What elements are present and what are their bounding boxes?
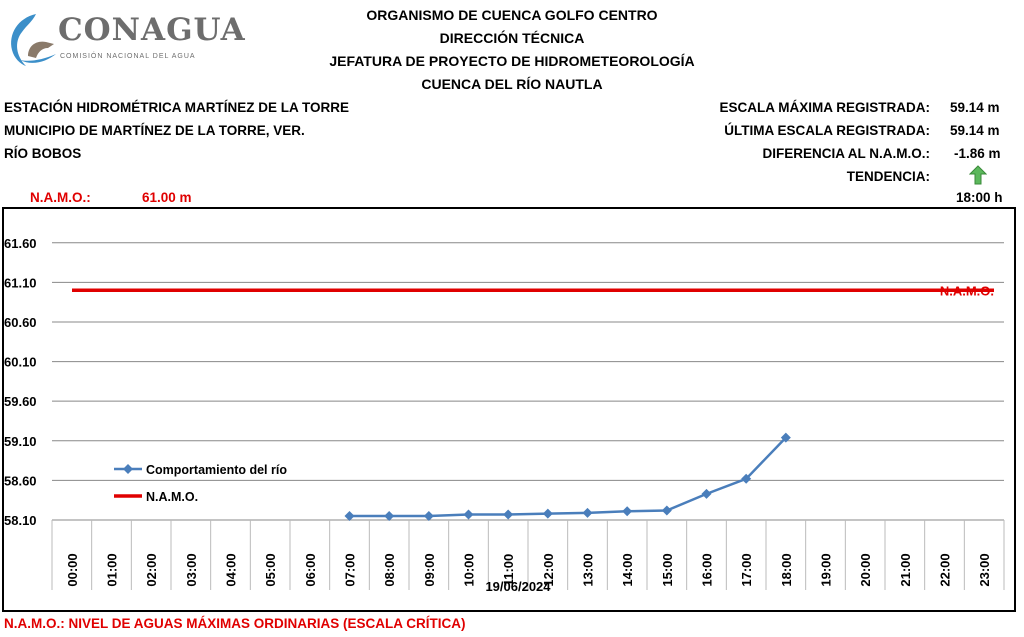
- legend-namo-label: N.A.M.O.: [146, 490, 199, 504]
- x-tick-label: 13:00: [580, 553, 596, 587]
- max-scale-label: ESCALA MÁXIMA REGISTRADA:: [719, 100, 930, 115]
- y-tick-label: 60.10: [4, 354, 37, 370]
- header-line-3: JEFATURA DE PROYECTO DE HIDROMETEOROLOGÍA: [329, 53, 695, 69]
- x-tick-label: 03:00: [183, 553, 199, 587]
- chart-frame: [2, 207, 1016, 612]
- x-tick-label: 23:00: [977, 553, 993, 587]
- x-tick-label: 05:00: [263, 553, 279, 587]
- header-line-2: DIRECCIÓN TÉCNICA: [439, 30, 585, 46]
- river-data-point: [622, 506, 632, 516]
- river-data-point: [543, 509, 553, 519]
- legend-river-label: Comportamiento del río: [146, 463, 287, 477]
- y-tick-label: 58.60: [4, 473, 37, 489]
- max-scale-value: 59.14 m: [950, 100, 1000, 115]
- namo-label: N.A.M.O.:: [30, 190, 91, 205]
- namo-diff-value: -1.86 m: [954, 146, 1001, 161]
- y-tick-label: 60.60: [4, 314, 37, 330]
- header-line-4: CUENCA DEL RÍO NAUTLA: [421, 76, 603, 92]
- trend-label: TENDENCIA:: [846, 169, 930, 184]
- x-tick-label: 04:00: [223, 553, 239, 587]
- x-tick-label: 11:00: [501, 553, 517, 587]
- time-label: 18:00 h: [956, 190, 1003, 205]
- x-tick-label: 21:00: [897, 553, 913, 587]
- x-tick-label: 17:00: [739, 553, 755, 587]
- x-tick-label: 08:00: [382, 553, 398, 587]
- river-data-point: [464, 509, 474, 519]
- x-tick-label: 18:00: [778, 553, 794, 587]
- logo-emblem-icon: [6, 10, 62, 68]
- namo-diff-label: DIFERENCIA AL N.A.M.O.:: [762, 146, 930, 161]
- y-tick-label: 59.10: [4, 433, 37, 449]
- x-tick-label: 00:00: [64, 553, 80, 587]
- station-river: RÍO BOBOS: [4, 146, 82, 161]
- x-tick-label: 22:00: [937, 553, 953, 587]
- legend-river-marker: [123, 464, 133, 474]
- x-tick-label: 06:00: [302, 553, 318, 587]
- namo-line-label: N.A.M.O.: [939, 283, 994, 299]
- y-tick-label: 61.10: [4, 275, 37, 291]
- river-series-line: [350, 438, 786, 516]
- last-scale-label: ÚLTIMA ESCALA REGISTRADA:: [724, 123, 930, 138]
- y-tick-label: 61.60: [4, 235, 37, 251]
- station-municipality: MUNICIPIO DE MARTÍNEZ DE LA TORRE, VER.: [4, 123, 305, 138]
- y-tick-label: 58.10: [4, 513, 37, 528]
- river-data-point: [702, 489, 712, 499]
- last-scale-value: 59.14 m: [950, 123, 1000, 138]
- x-tick-label: 16:00: [699, 553, 715, 587]
- x-tick-label: 20:00: [858, 553, 874, 587]
- logo-text: CONAGUA: [58, 12, 246, 48]
- x-tick-label: 19:00: [818, 553, 834, 587]
- station-name: ESTACIÓN HIDROMÉTRICA MARTÍNEZ DE LA TORRE: [4, 100, 349, 115]
- x-tick-label: 02:00: [144, 553, 160, 587]
- namo-value: 61.00 m: [142, 190, 192, 205]
- x-tick-label: 01:00: [104, 553, 120, 587]
- x-axis-label: 19/06/2024: [485, 579, 551, 594]
- x-tick-label: 09:00: [421, 553, 437, 587]
- x-tick-label: 12:00: [540, 553, 556, 587]
- river-data-point: [583, 508, 593, 518]
- x-tick-label: 07:00: [342, 553, 358, 587]
- conagua-logo: [6, 10, 246, 70]
- river-data-point: [503, 509, 513, 519]
- x-tick-label: 10:00: [461, 553, 477, 587]
- river-data-point: [662, 505, 672, 515]
- footer-note: N.A.M.O.: NIVEL DE AGUAS MÁXIMAS ORDINARIAS (ESCALA CRÍTICA): [4, 616, 466, 631]
- x-tick-label: 15:00: [659, 553, 675, 587]
- logo-subtitle: COMISIÓN NACIONAL DEL AGUA: [60, 53, 196, 60]
- arrow-up-icon: [969, 165, 987, 185]
- level-chart: [4, 209, 1014, 610]
- x-tick-label: 14:00: [620, 553, 636, 587]
- y-tick-label: 59.60: [4, 394, 37, 410]
- header-line-1: ORGANISMO DE CUENCA GOLFO CENTRO: [366, 7, 658, 23]
